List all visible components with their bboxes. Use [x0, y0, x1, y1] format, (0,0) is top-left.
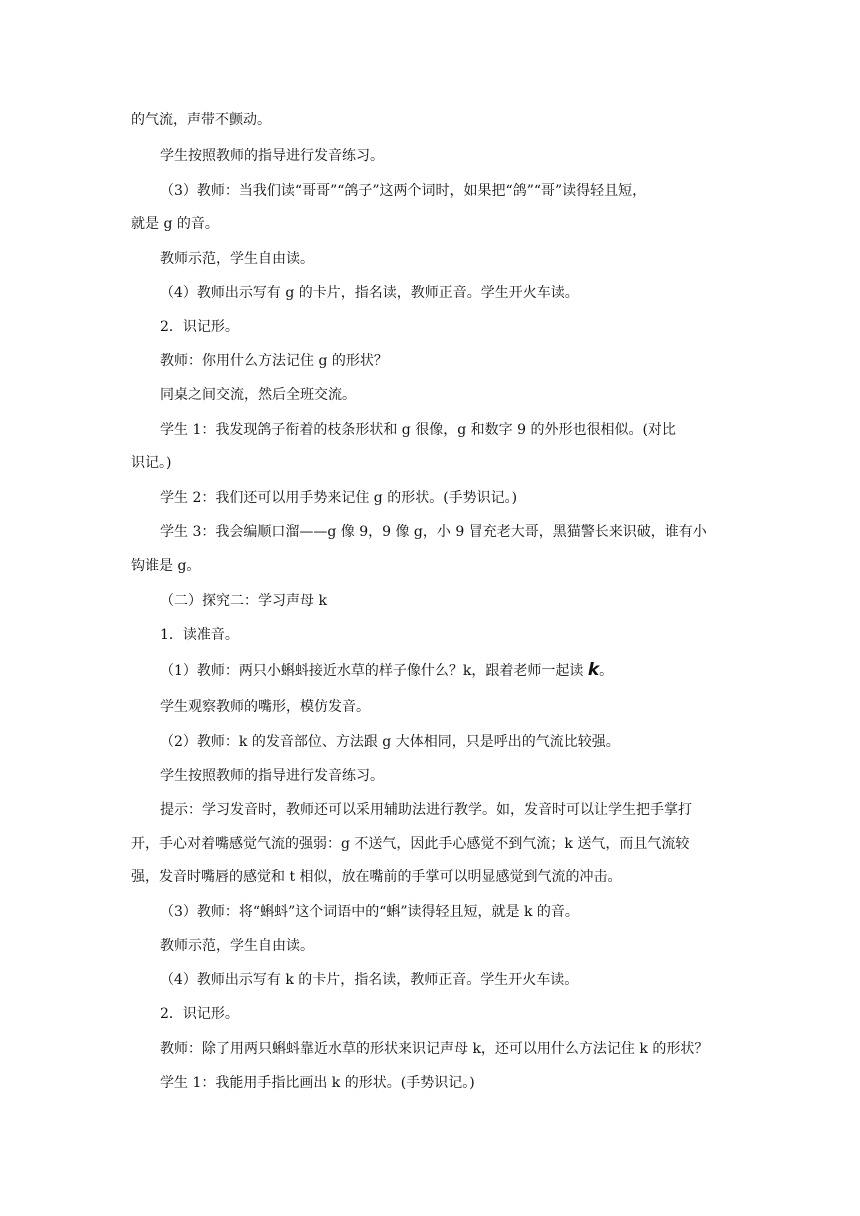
- text-line: 学生 3：我会编顺口溜——g 像 9，9 像 g，小 9 冒充老大哥，黑猫警长来识破，谁有小: [160, 524, 707, 540]
- text-line: 开，手心对着嘴感觉气流的强弱：g 不送气，因此手心感觉不到气流；k 送气，而且气流较: [131, 836, 690, 852]
- text-line: 学生按照教师的指导进行发音练习。: [160, 768, 384, 784]
- text-line: （4）教师出示写有 g 的卡片，指名读，教师正音。学生开火车读。: [160, 285, 579, 301]
- text-line: 教师：除了用两只蝌蚪靠近水草的形状来识记声母 k，还可以用什么方法记住 k 的形状？: [160, 1041, 709, 1057]
- text-line: 学生 1：我发现鸽子衔着的枝条形状和 g 很像，g 和数字 9 的外形也很相似。(对比: [160, 422, 676, 438]
- text-line: 就是 g 的音。: [131, 216, 219, 232]
- text-segment: 。: [599, 663, 614, 679]
- text-line: 教师示范，学生自由读。: [160, 938, 314, 954]
- text-line: 教师示范，学生自由读。: [160, 251, 314, 267]
- text-segment: （1）教师：两只小蝌蚪接近水草的样子像什么？k，跟着老师一起读: [160, 663, 588, 679]
- text-line: 识记。): [131, 455, 172, 471]
- text-line: 教师：你用什么方法记住 g 的形状？: [160, 353, 388, 369]
- text-line: 学生 2：我们还可以用手势来记住 g 的形状。(手势识记。): [160, 490, 518, 506]
- text-line: （4）教师出示写有 k 的卡片，指名读，教师正音。学生开火车读。: [160, 972, 579, 988]
- text-line: 2．识记形。: [160, 1006, 239, 1022]
- text-line: 提示：学习发音时，教师还可以采用辅助法进行教学。如，发音时可以让学生把手掌打: [160, 802, 692, 818]
- text-line: [160, 660, 760, 681]
- text-line: 同桌之间交流，然后全班交流。: [160, 387, 356, 403]
- text-line: 学生 1：我能用手指比画出 k 的形状。(手势识记。): [160, 1075, 475, 1091]
- text-line: 钩谁是 g。: [131, 558, 201, 574]
- text-line: 2．识记形。: [160, 319, 239, 335]
- text-line: （3）教师：将“蝌蚪”这个词语中的“蝌”读得轻且短，就是 k 的音。: [160, 904, 579, 920]
- text-line: 的气流，声带不颤动。: [131, 112, 271, 128]
- text-line: 学生按照教师的指导进行发音练习。: [160, 148, 384, 164]
- pinyin-k-glyph: k: [587, 660, 600, 680]
- text-line: 1．读准音。: [160, 627, 239, 643]
- section-heading: （二）探究二：学习声母 k: [160, 593, 327, 609]
- text-line: 强，发音时嘴唇的感觉和 t 相似，放在嘴前的手掌可以明显感觉到气流的冲击。: [131, 869, 622, 885]
- text-line: （3）教师：当我们读“哥哥”“鸽子”这两个词时，如果把“鸽”“哥”读得轻且短，: [160, 183, 647, 199]
- text-line: 学生观察教师的嘴形，模仿发音。: [160, 699, 370, 715]
- text-line: （2）教师：k 的发音部位、方法跟 g 大体相同，只是呼出的气流比较强。: [160, 734, 620, 750]
